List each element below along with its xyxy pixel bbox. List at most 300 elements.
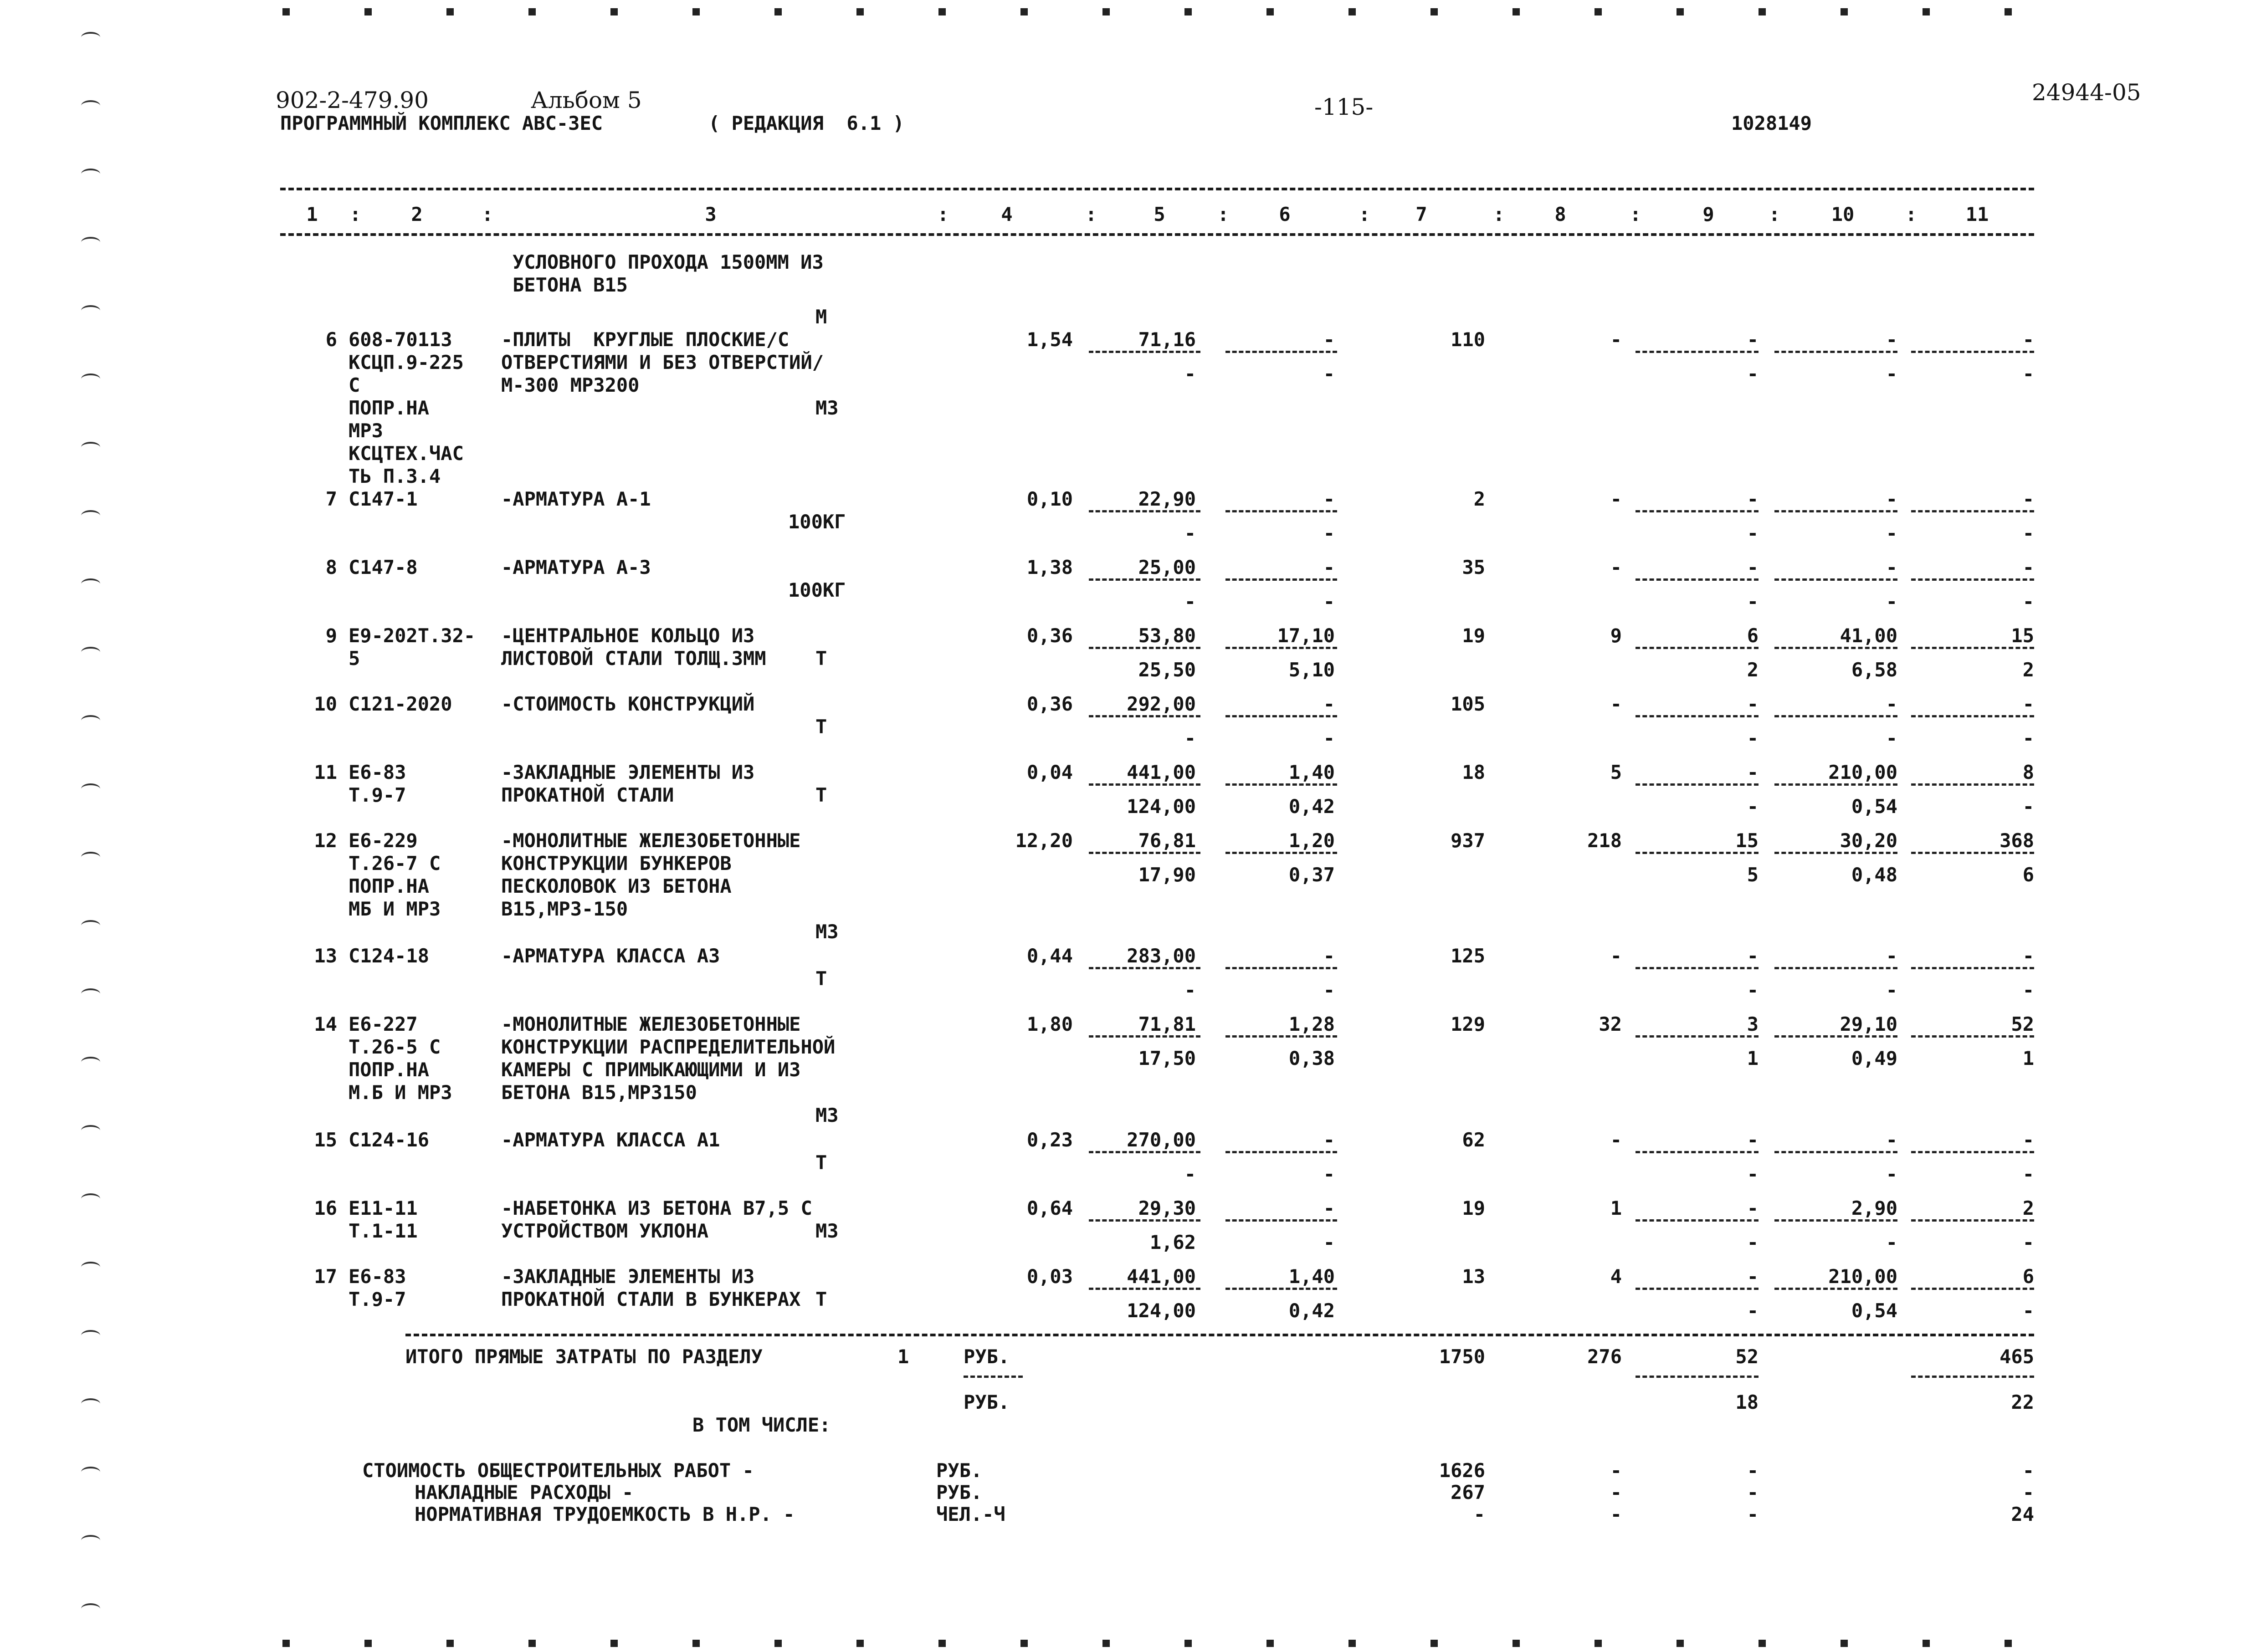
totals-col9-rule [1636,1376,1759,1378]
row-number: 12 [314,829,337,852]
totals-col8: 276 [1587,1345,1622,1368]
row-col8: 4 [1610,1265,1622,1288]
row-qty: 0,10 [1026,488,1073,510]
row-col10-rule [1774,783,1897,786]
row-col8: 32 [1599,1013,1622,1035]
row-col7: 129 [1451,1013,1485,1035]
perforation-tick [1923,8,1930,15]
margin-mark [81,920,100,931]
margin-mark [81,1057,100,1068]
row-col6-sub: - [1323,522,1335,544]
summary-col11: - [2022,1481,2034,1504]
perforation-tick [1594,1640,1602,1647]
row-col9: 15 [1735,829,1759,852]
row-col6-sub: - [1323,727,1335,749]
header-rule-top [280,188,2034,190]
row-description: -АРМАТУРА А-3 [501,556,651,578]
column-header-cell: 7 [1415,203,1427,225]
perforation-tick [1102,8,1110,15]
row-description: -АРМАТУРА А-1 [501,488,651,510]
row-col5: 71,16 [1138,328,1196,351]
row-col11: 2 [2022,1197,2034,1219]
row-code: ТЬ П.3.4 [349,465,441,487]
row-col11: - [2022,945,2034,967]
row-col9-sub: - [1747,590,1759,613]
perforation-tick [1348,1640,1356,1647]
row-code: С [349,374,360,396]
totals-unit: РУБ. [964,1345,1010,1368]
row-col11-sub: - [2022,590,2034,613]
row-col9-sub: - [1747,727,1759,749]
margin-mark [81,442,100,453]
row-code: М.Б И МР3 [349,1081,452,1104]
row-description: -АРМАТУРА КЛАССА А3 [501,945,720,967]
column-header-cell: : [1769,203,1780,225]
row-description: -АРМАТУРА КЛАССА А1 [501,1129,720,1151]
summary-unit: ЧЕЛ.-Ч [936,1503,1005,1525]
row-col5-rule [1089,783,1200,786]
row-col5-rule [1089,1151,1200,1153]
row-col6-sub: 0,38 [1288,1047,1335,1069]
perforation-tick [282,1640,290,1647]
row-description: ПЕСКОЛОВОК ИЗ БЕТОНА [501,875,732,897]
row-code: 5 [349,647,360,670]
summary-unit: РУБ. [936,1459,983,1482]
column-header-cell: 2 [411,203,423,225]
row-col5-sub: - [1184,522,1196,544]
row-col7: 2 [1473,488,1485,510]
row-col5: 22,90 [1138,488,1196,510]
row-number: 7 [325,488,337,510]
row-col10: 41,00 [1840,624,1897,647]
row-qty: 0,36 [1026,624,1073,647]
row-col9: - [1747,693,1759,715]
row-col6-sub: 0,42 [1288,1299,1335,1322]
row-col11-sub: 1 [2022,1047,2034,1069]
row-description: ПРОКАТНОЙ СТАЛИ В БУНКЕРАХ [501,1288,801,1310]
row-col9-rule [1636,647,1759,649]
row-col5-sub: 25,50 [1138,659,1196,681]
row-col5: 441,00 [1127,1265,1196,1288]
perforation-tick [610,1640,618,1647]
row-col10: - [1886,556,1897,578]
row-code: Т.26-5 С [349,1036,441,1058]
row-col9: - [1747,328,1759,351]
column-header-cell: : [937,203,949,225]
row-col6-sub: - [1323,1231,1335,1253]
row-col6-sub: - [1323,979,1335,1001]
row-description: ОТВЕРСТИЯМИ И БЕЗ ОТВЕРСТИЙ/ [501,351,824,373]
row-col11-sub: - [2022,522,2034,544]
row-code: МБ И МР3 [349,898,441,920]
row-col9: - [1747,945,1759,967]
row-col11: 8 [2022,761,2034,783]
row-col7: 937 [1451,829,1485,852]
row-description: В15,МР3-150 [501,898,628,920]
row-col9-rule [1636,1288,1759,1290]
row-number: 10 [314,693,337,715]
row-unit-mark: М [815,306,827,328]
row-code: ПОПР.НА [349,397,430,419]
margin-mark [81,373,100,384]
row-col7: 13 [1462,1265,1485,1288]
row-col5-rule [1089,578,1200,581]
row-col7: 110 [1451,328,1485,351]
row-qty: 0,04 [1026,761,1073,783]
column-header-cell: : [1359,203,1370,225]
row-code: МР3 [349,419,383,442]
row-col7: 125 [1451,945,1485,967]
row-col11-rule [1911,351,2034,353]
margin-mark [81,169,100,179]
row-col6: 1,20 [1288,829,1335,852]
row-description: КОНСТРУКЦИИ БУНКЕРОВ [501,852,732,875]
row-col6-sub: 0,37 [1288,864,1335,886]
row-unit: М3 [815,1220,839,1242]
row-col9-rule [1636,578,1759,581]
row-col5: 292,00 [1127,693,1196,715]
row-col5-sub: - [1184,1163,1196,1185]
column-header-cell: : [482,203,493,225]
row-unit: Т [815,784,827,806]
row-unit: 100КГ [788,511,846,533]
row-col6: - [1323,945,1335,967]
row-col6: - [1323,328,1335,351]
row-col6-rule [1225,1035,1337,1038]
row-col8: - [1610,328,1622,351]
row-qty: 0,64 [1026,1197,1073,1219]
row-col10-rule [1774,715,1897,717]
perforation-tick [282,8,290,15]
row-col11: - [2022,693,2034,715]
row-code: ПОПР.НА [349,1059,430,1081]
row-col9-sub: 2 [1747,659,1759,681]
row-col5-sub: - [1184,363,1196,385]
row-col8: - [1610,945,1622,967]
totals-unit-2: РУБ. [964,1391,1010,1413]
program-title: ПРОГРАММНЫЙ КОМПЛЕКС АВС-3ЕС [280,112,603,134]
row-col11-sub: 6 [2022,864,2034,886]
margin-mark [81,988,100,999]
column-header-cell: : [349,203,361,225]
row-col11-rule [1911,967,2034,969]
row-col7: 18 [1462,761,1485,783]
row-col11-sub: - [2022,1163,2034,1185]
summary-unit: РУБ. [936,1481,983,1504]
row-col10: - [1886,1129,1897,1151]
row-col11-rule [1911,647,2034,649]
row-code: Е11-11 [349,1197,418,1219]
row-col10: - [1886,945,1897,967]
totals-label: ИТОГО ПРЯМЫЕ ЗАТРАТЫ ПО РАЗДЕЛУ [405,1345,763,1368]
column-header-cell: : [1493,203,1505,225]
row-col9: - [1747,1265,1759,1288]
row-code: ПОПР.НА [349,875,430,897]
row-col9-rule [1636,1151,1759,1153]
row-unit: Т [815,1288,827,1310]
row-col11-rule [1911,578,2034,581]
row-col9: - [1747,556,1759,578]
row-col6-sub: 5,10 [1288,659,1335,681]
row-col6-sub: - [1323,590,1335,613]
continued-line-2: БЕТОНА В15 [513,274,628,296]
perforation-tick [1512,8,1520,15]
row-col6-rule [1225,967,1337,969]
row-col6: - [1323,693,1335,715]
totals-col11: 465 [2000,1345,2034,1368]
row-col11: 368 [2000,829,2034,852]
margin-mark [81,647,100,658]
row-unit: М3 [815,921,839,943]
margin-mark [81,715,100,726]
row-col9-sub: - [1747,1163,1759,1185]
row-col6: 1,40 [1288,1265,1335,1288]
row-col11-rule [1911,1151,2034,1153]
row-col5-sub: - [1184,727,1196,749]
row-code: Е9-202Т.32- [349,624,476,647]
row-col11: 6 [2022,1265,2034,1288]
row-unit: 100КГ [788,579,846,601]
margin-mark [81,305,100,316]
row-col11-sub: 2 [2022,659,2034,681]
row-col9-sub: - [1747,363,1759,385]
perforation-tick [1102,1640,1110,1647]
row-col10-rule [1774,852,1897,854]
row-description: -ЦЕНТРАЛЬНОЕ КОЛЬЦО ИЗ [501,624,755,647]
row-description: -СТОИМОСТЬ КОНСТРУКЦИЙ [501,693,755,715]
column-header-cell: : [1085,203,1097,225]
row-col8: 5 [1610,761,1622,783]
row-col10-sub: - [1886,522,1897,544]
row-unit: Т [815,967,827,990]
row-col11-sub: - [2022,1231,2034,1253]
perforation-tick [1923,1640,1930,1647]
row-col7: 35 [1462,556,1485,578]
row-col8: 218 [1587,829,1622,852]
row-col5-sub: 17,90 [1138,864,1196,886]
perforation-tick [1677,8,1684,15]
row-col11-sub: - [2022,727,2034,749]
row-col5-rule [1089,647,1200,649]
perforation-tick [610,8,618,15]
margin-mark [81,1262,100,1273]
row-code: С124-16 [349,1129,430,1151]
row-col10-rule [1774,351,1897,353]
summary-col7: 1626 [1439,1459,1485,1482]
row-col5-sub: - [1184,590,1196,613]
row-col11-sub: - [2022,363,2034,385]
column-header-cell: 3 [705,203,717,225]
row-col6: 1,40 [1288,761,1335,783]
row-col11: - [2022,1129,2034,1151]
row-col8: - [1610,488,1622,510]
column-header-cell: 11 [1965,203,1989,225]
row-col9: - [1747,761,1759,783]
margin-mark [81,1603,100,1614]
row-col6-rule [1225,852,1337,854]
row-qty: 1,80 [1026,1013,1073,1035]
row-col10-sub: 6,58 [1851,659,1897,681]
perforation-tick [1348,8,1356,15]
summary-col7: 267 [1451,1481,1485,1504]
row-qty: 0,23 [1026,1129,1073,1151]
row-col6-sub: 0,42 [1288,795,1335,818]
row-col10-rule [1774,1151,1897,1153]
row-unit: М3 [815,397,839,419]
perforation-tick [938,8,946,15]
margin-mark [81,783,100,794]
summary-col11: 24 [2011,1503,2034,1525]
summary-col9: - [1747,1503,1759,1525]
row-code: Е6-83 [349,1265,406,1288]
row-description: -ЗАКЛАДНЫЕ ЭЛЕМЕНТЫ ИЗ [501,1265,755,1288]
row-col10-sub: 0,48 [1851,864,1897,886]
perforation-tick [1184,1640,1192,1647]
row-col5-rule [1089,852,1200,854]
perforation-tick [1512,1640,1520,1647]
edition-label: ( РЕДАКЦИЯ 6.1 ) [708,112,904,134]
margin-mark [81,32,100,43]
row-col6-rule [1225,1219,1337,1222]
column-header-cell: : [1217,203,1229,225]
row-col8: - [1610,556,1622,578]
row-col6-sub: - [1323,1163,1335,1185]
perforation-tick [1841,8,1848,15]
row-col9-sub: - [1747,979,1759,1001]
row-col5: 283,00 [1127,945,1196,967]
summary-label: СТОИМОСТЬ ОБЩЕСТРОИТЕЛЬНЫХ РАБОТ - [362,1459,754,1482]
perforation-tick [1430,1640,1438,1647]
margin-mark [81,1330,100,1341]
column-header-cell: 5 [1154,203,1165,225]
row-col6: - [1323,556,1335,578]
row-col7: 105 [1451,693,1485,715]
row-col10-sub: 0,49 [1851,1047,1897,1069]
margin-mark [81,510,100,521]
row-col9-rule [1636,351,1759,353]
row-number: 9 [325,624,337,647]
row-description: БЕТОНА В15,МР3150 [501,1081,697,1104]
document-number: 1028149 [1731,112,1812,134]
perforation-tick [774,1640,782,1647]
row-col9-rule [1636,967,1759,969]
row-code: Е6-227 [349,1013,418,1035]
row-col5: 71,81 [1138,1013,1196,1035]
row-unit: М3 [815,1104,839,1126]
summary-col11: - [2022,1459,2034,1482]
row-col5: 270,00 [1127,1129,1196,1151]
perforation-tick [856,1640,864,1647]
row-col11-rule [1911,1035,2034,1038]
row-col5-rule [1089,510,1200,512]
row-col9-sub: - [1747,1231,1759,1253]
totals-col11-rule [1911,1376,2034,1378]
row-col5: 441,00 [1127,761,1196,783]
row-col10-rule [1774,510,1897,512]
row-qty: 1,54 [1026,328,1073,351]
row-col6-rule [1225,510,1337,512]
perforation-tick [692,1640,700,1647]
row-description: УСТРОЙСТВОМ УКЛОНА [501,1220,709,1242]
row-description: ПРОКАТНОЙ СТАЛИ [501,784,674,806]
row-col9-sub: - [1747,795,1759,818]
row-code: КСЦП.9-225 [349,351,464,373]
row-description: -НАБЕТОНКА ИЗ БЕТОНА В7,5 С [501,1197,812,1219]
margin-mark [81,1535,100,1546]
perforation-tick [1759,8,1766,15]
perforation-tick [1020,1640,1028,1647]
margin-mark [81,578,100,589]
row-col11: - [2022,328,2034,351]
perforation-tick [1266,8,1274,15]
page-number: -115- [1314,94,1374,120]
row-unit: Т [815,647,827,670]
perforation-tick [1020,8,1028,15]
row-description: -МОНОЛИТНЫЕ ЖЕЛЕЗОБЕТОННЫЕ [501,1013,801,1035]
row-qty: 12,20 [1015,829,1073,852]
row-col7: 19 [1462,624,1485,647]
row-description: -МОНОЛИТНЫЕ ЖЕЛЕЗОБЕТОННЫЕ [501,829,801,852]
summary-col8: - [1610,1459,1622,1482]
row-col11-rule [1911,852,2034,854]
row-col7: 62 [1462,1129,1485,1151]
row-code: КСЦТЕХ.ЧАС [349,442,464,465]
row-qty: 0,03 [1026,1265,1073,1288]
row-col5-sub: 17,50 [1138,1047,1196,1069]
row-col11-sub: - [2022,795,2034,818]
perforation-tick [1677,1640,1684,1647]
row-code: С147-1 [349,488,418,510]
row-col9-rule [1636,715,1759,717]
perforation-tick [2005,8,2012,15]
row-col5-sub: 1,62 [1149,1231,1196,1253]
totals-col9: 52 [1735,1345,1759,1368]
row-col11-sub: - [2022,1299,2034,1322]
perforation-tick [1841,1640,1848,1647]
row-col9-sub: - [1747,522,1759,544]
row-col9-rule [1636,1219,1759,1222]
perforation-tick [692,8,700,15]
row-col10-rule [1774,1035,1897,1038]
row-col6: - [1323,488,1335,510]
row-col10: 210,00 [1828,1265,1897,1288]
perforation-tick [938,1640,946,1647]
row-col11: 52 [2011,1013,2034,1035]
row-col5-sub: - [1184,979,1196,1001]
column-header-cell: 8 [1554,203,1566,225]
row-col9: 3 [1747,1013,1759,1035]
row-code: Е6-229 [349,829,418,852]
row-col10: 30,20 [1840,829,1897,852]
row-col6: - [1323,1129,1335,1151]
row-col10-sub: - [1886,1163,1897,1185]
row-qty: 0,36 [1026,693,1073,715]
perforation-tick [774,8,782,15]
row-number: 13 [314,945,337,967]
row-col10-rule [1774,578,1897,581]
perforation-tick [446,1640,454,1647]
row-col11-rule [1911,1219,2034,1222]
perforation-tick [1266,1640,1274,1647]
column-header-cell: 1 [306,203,318,225]
row-col9-rule [1636,783,1759,786]
row-col10-sub: 0,54 [1851,1299,1897,1322]
margin-mark [81,852,100,863]
row-col5: 76,81 [1138,829,1196,852]
row-col10-rule [1774,1219,1897,1222]
row-number: 17 [314,1265,337,1288]
row-number: 8 [325,556,337,578]
